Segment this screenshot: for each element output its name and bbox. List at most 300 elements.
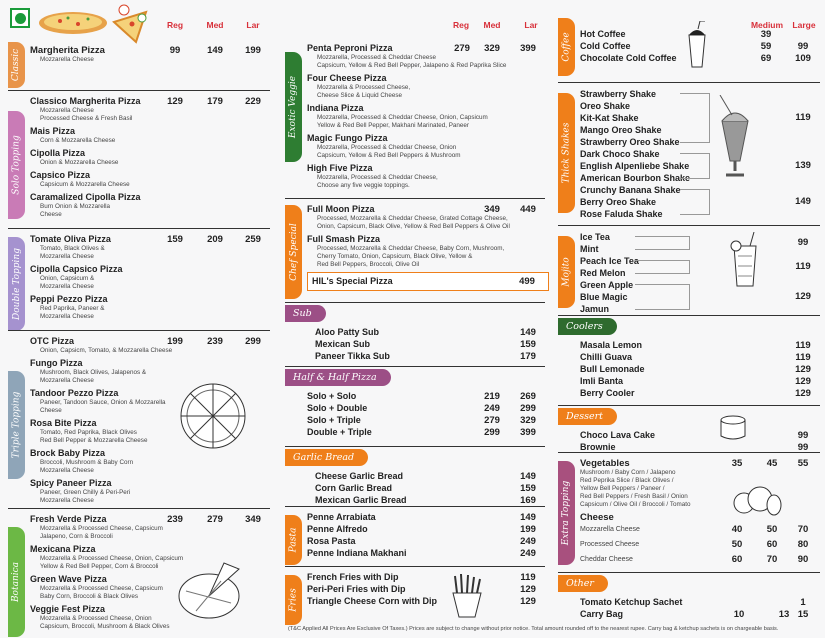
- item-price: 80: [797, 539, 809, 550]
- item-name: Strawberry Oreo Shake: [580, 137, 680, 147]
- section-other: [558, 572, 820, 627]
- menu-item: [307, 427, 545, 438]
- item-name: Mint: [580, 244, 599, 254]
- menu-item: [315, 495, 545, 506]
- item-name: Crunchy Banana Shake: [580, 185, 681, 195]
- group-price: 119: [795, 112, 811, 123]
- item-price: 39: [760, 29, 772, 40]
- section-items: [315, 471, 545, 507]
- menu-item: [580, 597, 820, 608]
- item-name: Peach Ice Tea: [580, 256, 639, 266]
- item-price: 299: [245, 336, 261, 347]
- menu-item: [30, 478, 270, 505]
- menu-item: [30, 234, 270, 261]
- section-exotic-veggie: [285, 38, 545, 198]
- section-tab-exotic-veggie: [285, 52, 302, 162]
- item-description: Broccoli, Mushroom & Baby Corn: [40, 459, 134, 466]
- item-price: 179: [520, 351, 536, 362]
- item-description: Cheese Slice & Liquid Cheese: [317, 92, 403, 99]
- section-items: [580, 231, 820, 315]
- menu-item: [580, 388, 820, 399]
- section-items: [307, 512, 545, 560]
- item-price: 99: [169, 45, 181, 56]
- section-title: Exotic Veggie: [288, 75, 299, 139]
- item-description: Processed, Mozzarella & Cheddar Cheese, Grated Cottage Cheese,: [317, 215, 508, 222]
- section-title: Pasta: [288, 527, 299, 553]
- header-medium: Medium: [750, 20, 784, 30]
- section-title: Double Topping: [11, 248, 22, 320]
- item-description: Capsicum, Yellow & Red Bell Peppers & Mushroom: [317, 152, 461, 159]
- item-name: Cold Coffee: [580, 41, 631, 51]
- section-tab-double-topping: [8, 237, 25, 331]
- item-description: Mozzarella Cheese: [40, 253, 94, 260]
- item-price: 50: [731, 539, 743, 550]
- menu-item: [580, 53, 820, 64]
- item-price: 219: [484, 391, 500, 402]
- item-name: Chilli Guava: [580, 352, 633, 362]
- item-name: Brownie: [580, 442, 616, 452]
- item-description: Mozzarella, Processed & Cheddar Cheese, Onion: [317, 144, 457, 151]
- item-price: 70: [797, 524, 809, 535]
- section-tab-classic: [8, 42, 25, 88]
- item-name: Strawberry Shake: [580, 89, 657, 99]
- item-name: Brock Baby Pizza: [30, 448, 106, 458]
- menu-item: [580, 364, 820, 375]
- item-name: Tandoor Pezzo Pizza: [30, 388, 119, 398]
- item-group: [580, 255, 820, 279]
- item-description: Burn Onion & Mozzarella: [40, 203, 110, 210]
- item-price: 1: [800, 597, 806, 608]
- menu-item: [307, 548, 545, 559]
- header-med: Med: [483, 20, 501, 30]
- menu-item: [30, 388, 270, 415]
- item-price: 329: [520, 415, 536, 426]
- item-description: Mozzarella & Processed Cheese,: [317, 84, 411, 91]
- item-price: 10: [733, 609, 745, 620]
- item-name: Cheddar Cheese: [580, 556, 633, 563]
- item-price: 40: [731, 524, 743, 535]
- section-tab-triple-topping: [8, 371, 25, 479]
- item-price: 199: [245, 45, 261, 56]
- menu-item: [580, 458, 820, 509]
- menu-item: [580, 609, 820, 620]
- section-items: [307, 43, 545, 193]
- item-price: 399: [520, 427, 536, 438]
- item-price: 209: [207, 234, 223, 245]
- item-description: Mozzarella Cheese: [40, 497, 94, 504]
- item-name: Margherita Pizza: [30, 45, 105, 56]
- item-price: 149: [520, 512, 536, 523]
- item-name: Fungo Pizza: [30, 358, 83, 368]
- item-price: 15: [797, 609, 809, 620]
- item-name: Vegetables: [580, 458, 630, 469]
- menu-item: [307, 391, 545, 402]
- item-name: Cipolla Capsico Pizza: [30, 264, 123, 274]
- item-description: Mozzarella Cheese: [40, 377, 94, 384]
- section-pasta: [285, 506, 545, 566]
- section-items: [315, 327, 545, 363]
- item-name: Red Melon: [580, 268, 626, 278]
- menu-item: [580, 352, 820, 363]
- item-price: 60: [731, 554, 743, 565]
- item-description: Cheese: [40, 407, 62, 414]
- menu-item: [580, 430, 820, 441]
- section-items: [580, 29, 820, 65]
- item-name: American Bourbon Shake: [580, 173, 691, 183]
- item-price: 349: [484, 204, 500, 215]
- item-group: [580, 231, 820, 255]
- item-price: 129: [795, 388, 811, 399]
- item-description: Mozzarella, Processed & Cheddar Cheese, Onion, Capsicum: [317, 114, 488, 121]
- group-bracket-line: [680, 153, 710, 179]
- menu-item: [307, 536, 545, 547]
- menu-item: [580, 539, 820, 551]
- item-price: 119: [795, 352, 811, 363]
- veg-mark-icon: [10, 8, 30, 28]
- section-tab-fries: [285, 575, 302, 625]
- item-price: 55: [797, 458, 809, 469]
- item-price: 70: [766, 554, 778, 565]
- section-dessert: [558, 405, 820, 452]
- menu-item: [307, 272, 549, 291]
- item-description: Mushroom / Baby Corn / Jalapeno: [580, 469, 676, 476]
- item-description: Mozzarella, Processed & Cheddar Cheese,: [317, 174, 438, 181]
- menu-item: [307, 572, 545, 583]
- item-description: Mushroom, Black Olives, Jalapenos &: [40, 369, 147, 376]
- group-price: 129: [795, 291, 811, 302]
- item-name: Paneer Tikka Sub: [315, 351, 390, 361]
- item-description: Cherry Tomato, Onion, Capsicum, Black Olive, Yellow &: [317, 253, 473, 260]
- menu-item: [30, 192, 270, 219]
- item-name: Bull Lemonade: [580, 364, 645, 374]
- item-description: Paneer, Green Chilly & Peri-Peri: [40, 489, 131, 496]
- menu-item: [315, 471, 545, 482]
- item-name: Solo + Triple: [307, 415, 361, 425]
- header-reg: Reg: [452, 20, 470, 30]
- item-description: Red Bell Pepper & Mozzarella Cheese: [40, 437, 148, 444]
- section-title: Half & Half Pizza: [285, 369, 391, 386]
- section-title: Triple Topping: [11, 391, 22, 459]
- item-name: Mexican Sub: [315, 339, 371, 349]
- item-price: 449: [520, 204, 536, 215]
- item-name: Dark Choco Shake: [580, 149, 660, 159]
- item-price: 149: [520, 471, 536, 482]
- section-tab-pasta: [285, 515, 302, 565]
- item-name: Aloo Patty Sub: [315, 327, 380, 337]
- item-group: [580, 148, 820, 184]
- item-name: Carry Bag: [580, 609, 624, 619]
- section-extra-topping: [558, 452, 820, 572]
- item-price: 129: [520, 596, 536, 607]
- item-name: Magic Fungo Pizza: [307, 133, 388, 143]
- item-name: Penta Peproni Pizza: [307, 43, 393, 53]
- item-description: Processed, Mozzarella & Cheddar Cheese, Baby Corn, Mushroom,: [317, 245, 505, 252]
- menu-item: [315, 483, 545, 494]
- menu-item: [30, 96, 270, 123]
- item-price: 269: [520, 391, 536, 402]
- header-reg: Reg: [166, 20, 184, 30]
- menu-item: [307, 403, 545, 414]
- item-description: Tomato, Red Paprika, Black Olives: [40, 429, 137, 436]
- item-name: Veggie Fest Pizza: [30, 604, 106, 614]
- item-price: 239: [207, 336, 223, 347]
- menu-item: [307, 204, 545, 231]
- item-description: Capsicum / Olive Oil / Broccoli / Tomato: [580, 501, 691, 508]
- item-price: 159: [520, 483, 536, 494]
- item-name: Spicy Paneer Pizza: [30, 478, 112, 488]
- item-name: Rosa Bite Pizza: [30, 418, 97, 428]
- section-solo-topping: [8, 90, 270, 228]
- group-bracket-line: [635, 284, 690, 310]
- section-title: Fries: [288, 588, 299, 612]
- section-title: Other: [558, 575, 608, 592]
- item-price: 259: [245, 234, 261, 245]
- section-items: [30, 514, 270, 634]
- section-coffee: [558, 15, 820, 82]
- item-name: Cipolla Pizza: [30, 148, 86, 158]
- item-name: Green Apple: [580, 280, 634, 290]
- menu-item: [30, 448, 270, 475]
- item-description: Onion, Capsicm, Tomato, & Mozzarella Cheese: [40, 347, 173, 354]
- item-price: 119: [520, 572, 536, 583]
- group-price: 99: [797, 237, 809, 248]
- item-description: Onion, Capsicum &: [40, 275, 95, 282]
- item-name: Processed Cheese: [580, 541, 640, 548]
- item-price: 229: [245, 96, 261, 107]
- item-name: Fresh Verde Pizza: [30, 514, 107, 524]
- item-description: Jalapeno, Corn & Broccoli: [40, 533, 113, 540]
- item-name: Oreo Shake: [580, 101, 631, 111]
- item-price: 169: [520, 495, 536, 506]
- section-coolers: [558, 315, 820, 405]
- menu-item: [315, 351, 545, 362]
- item-name: Solo + Double: [307, 403, 368, 413]
- header-med: Med: [206, 20, 224, 30]
- item-description: Yellow & Red Bell Pepper, Makhani Marinated, Paneer: [317, 122, 470, 129]
- menu-item: [307, 234, 545, 269]
- item-name: HIL's Special Pizza: [312, 276, 393, 286]
- item-name: Green Wave Pizza: [30, 574, 107, 584]
- group-bracket-line: [635, 260, 690, 274]
- header-lar: Lar: [246, 20, 260, 30]
- item-group: [580, 88, 820, 148]
- section-items: [580, 597, 820, 621]
- item-description: Mozzarella & Processed Cheese, Onion: [40, 615, 152, 622]
- item-price: 50: [766, 524, 778, 535]
- item-name: Corn Garlic Bread: [315, 483, 393, 493]
- item-name: Full Smash Pizza: [307, 234, 381, 244]
- group-price: 139: [795, 160, 811, 171]
- group-bracket-line: [635, 236, 690, 250]
- item-description: Red Peprika Slice / Black Olives /: [580, 477, 674, 484]
- group-bracket-line: [680, 189, 710, 215]
- item-name: Caramalized Cipolla Pizza: [30, 192, 141, 202]
- item-name: Mexicana Pizza: [30, 544, 96, 554]
- item-name: Solo + Solo: [307, 391, 357, 401]
- item-price: 129: [167, 96, 183, 107]
- item-name: Penne Alfredo: [307, 524, 368, 534]
- section-garlic-bread: [285, 446, 545, 506]
- menu-item: [580, 524, 820, 536]
- section-thick-shakes: [558, 82, 820, 225]
- section-title: Coffee: [561, 32, 572, 62]
- item-name: Cheese: [580, 512, 614, 523]
- item-price: 159: [520, 339, 536, 350]
- item-description: Paneer, Tandoon Sauce, Onion & Mozzarella: [40, 399, 166, 406]
- section-title: Dessert: [558, 408, 617, 425]
- item-description: Mozzarella Cheese: [40, 56, 94, 63]
- menu-item: [30, 45, 270, 64]
- item-description: Corn & Mozzarella Cheese: [40, 137, 116, 144]
- item-name: Capsico Pizza: [30, 170, 91, 180]
- section-items: [307, 391, 545, 439]
- item-name: Berry Cooler: [580, 388, 635, 398]
- section-items: [307, 572, 545, 608]
- item-name: Mexican Garlic Bread: [315, 495, 407, 505]
- item-price: 129: [520, 584, 536, 595]
- item-price: 249: [520, 536, 536, 547]
- item-description: Choose any five veggie toppings.: [317, 182, 410, 189]
- section-items: [30, 45, 270, 67]
- menu-item: [30, 170, 270, 189]
- item-price: 109: [795, 53, 811, 64]
- item-name: Double + Triple: [307, 427, 372, 437]
- item-description: Mozzarella Cheese: [40, 283, 94, 290]
- item-price: 249: [520, 548, 536, 559]
- section-tab-botanica: [8, 527, 25, 637]
- item-price: 99: [797, 41, 809, 52]
- section-title: Extra Topping: [561, 480, 572, 546]
- item-price: 129: [795, 364, 811, 375]
- item-name: Hot Coffee: [580, 29, 626, 39]
- menu-item: [307, 133, 545, 160]
- item-price: 90: [797, 554, 809, 565]
- item-price: 99: [797, 430, 809, 441]
- item-name: English Alpenliebe Shake: [580, 161, 690, 171]
- item-description: Mozzarella Cheese: [40, 313, 94, 320]
- menu-item: [30, 358, 270, 385]
- section-title: Coolers: [558, 318, 617, 335]
- item-price: 149: [207, 45, 223, 56]
- section-tab-extra-topping: [558, 461, 575, 565]
- item-description: Mozzarella & Processed Cheese, Capsicum: [40, 525, 163, 532]
- item-name: Peri-Peri Fries with Dip: [307, 584, 406, 594]
- item-name: Mais Pizza: [30, 126, 76, 136]
- item-name: Four Cheese Pizza: [307, 73, 387, 83]
- item-name: Triangle Cheese Corn with Dip: [307, 596, 438, 606]
- item-name: Mozzarella Cheese: [580, 526, 640, 533]
- item-price: 299: [520, 403, 536, 414]
- menu-item: [307, 73, 545, 100]
- section-title: Solo Topping: [11, 135, 22, 195]
- header-large: Large: [792, 20, 816, 30]
- item-price: 13: [778, 609, 790, 620]
- section-items: [580, 88, 820, 220]
- menu-item: [30, 514, 270, 541]
- item-description: Yellow Bell Peppers / Paneer /: [580, 485, 665, 492]
- item-name: Masala Lemon: [580, 340, 643, 350]
- item-description: Mozzarella & Processed Cheese, Capsicum: [40, 585, 163, 592]
- item-description: Mozzarella Cheese: [40, 467, 94, 474]
- item-description: Red Bell Peppers, Broccoli, Olive Oil: [317, 261, 420, 268]
- item-name: Chocolate Cold Coffee: [580, 53, 677, 63]
- item-name: Rosa Pasta: [307, 536, 356, 546]
- item-price: 99: [797, 442, 809, 453]
- section-items: [30, 96, 270, 222]
- item-description: Baby Corn, Broccoli & Black Olives: [40, 593, 138, 600]
- footer-terms: (T&C Applied All Prices Are Exclusive Of Taxes.) Prices are subject to change without prior notice. Total amount rounded off to the nearest rupee. Carry bag & ketchup sachets is on chargeable basis.: [288, 626, 779, 632]
- menu-item: [307, 584, 545, 595]
- section-tab-solo-topping: [8, 111, 25, 219]
- item-description: Mozzarella & Processed Cheese, Onion, Capsicum: [40, 555, 184, 562]
- section-items: [30, 234, 270, 324]
- item-price: 119: [795, 340, 811, 351]
- item-price: 249: [484, 403, 500, 414]
- section-title: Botanica: [11, 561, 22, 603]
- section-tab-coffee: [558, 18, 575, 76]
- item-description: Cheese: [40, 211, 62, 218]
- item-name: Peppi Pezzo Pizza: [30, 294, 108, 304]
- item-name: Tomate Oliva Pizza: [30, 234, 111, 244]
- item-price: 159: [167, 234, 183, 245]
- item-name: OTC Pizza: [30, 336, 75, 346]
- section-title: Thick Shakes: [561, 122, 572, 184]
- item-price: 279: [484, 415, 500, 426]
- item-price: 279: [454, 43, 470, 54]
- item-description: Red Bell Peppers / Fresh Basil / Onion: [580, 493, 688, 500]
- menu-item: [580, 376, 820, 387]
- section-title: Mojito: [561, 257, 572, 287]
- item-name: Full Moon Pizza: [307, 204, 375, 214]
- section-items: [580, 340, 820, 400]
- item-name: Penne Indiana Makhani: [307, 548, 407, 558]
- header-lar: Lar: [524, 20, 538, 30]
- section-chef-special: [285, 198, 545, 302]
- item-description: Yellow & Red Bell Pepper, Corn & Broccoli: [40, 563, 159, 570]
- menu-item: [307, 415, 545, 426]
- section-items: [30, 336, 270, 508]
- item-description: Mozzarella, Processed & Cheddar Cheese: [317, 54, 437, 61]
- menu-item: [580, 29, 820, 40]
- item-price: 499: [519, 276, 535, 287]
- section-title: Sub: [285, 305, 326, 322]
- section-triple-topping: [8, 330, 270, 508]
- menu-column-specials-sides: [285, 38, 545, 626]
- menu-item: [315, 327, 545, 338]
- section-botanica: [8, 508, 270, 638]
- menu-item: [30, 574, 270, 601]
- item-description: Mozzarella Cheese: [40, 107, 94, 114]
- group-bracket-line: [680, 93, 710, 143]
- menu-item: [580, 512, 820, 523]
- menu-item: [307, 524, 545, 535]
- item-price: 60: [766, 539, 778, 550]
- item-name: Ice Tea: [580, 232, 610, 242]
- item-name: Classico Margherita Pizza: [30, 96, 141, 106]
- group-price: 119: [795, 261, 811, 272]
- section-title: Chef Special: [288, 223, 299, 281]
- menu-item: [30, 294, 270, 321]
- menu-item: [30, 604, 270, 631]
- menu-item: [307, 596, 545, 607]
- section-tab-thick-shakes: [558, 93, 575, 213]
- section-tab-mojito: [558, 236, 575, 308]
- item-name: Tomato Ketchup Sachet: [580, 597, 683, 607]
- menu-item: [307, 512, 545, 523]
- item-price: 179: [207, 96, 223, 107]
- item-price: 199: [167, 336, 183, 347]
- item-price: 199: [520, 524, 536, 535]
